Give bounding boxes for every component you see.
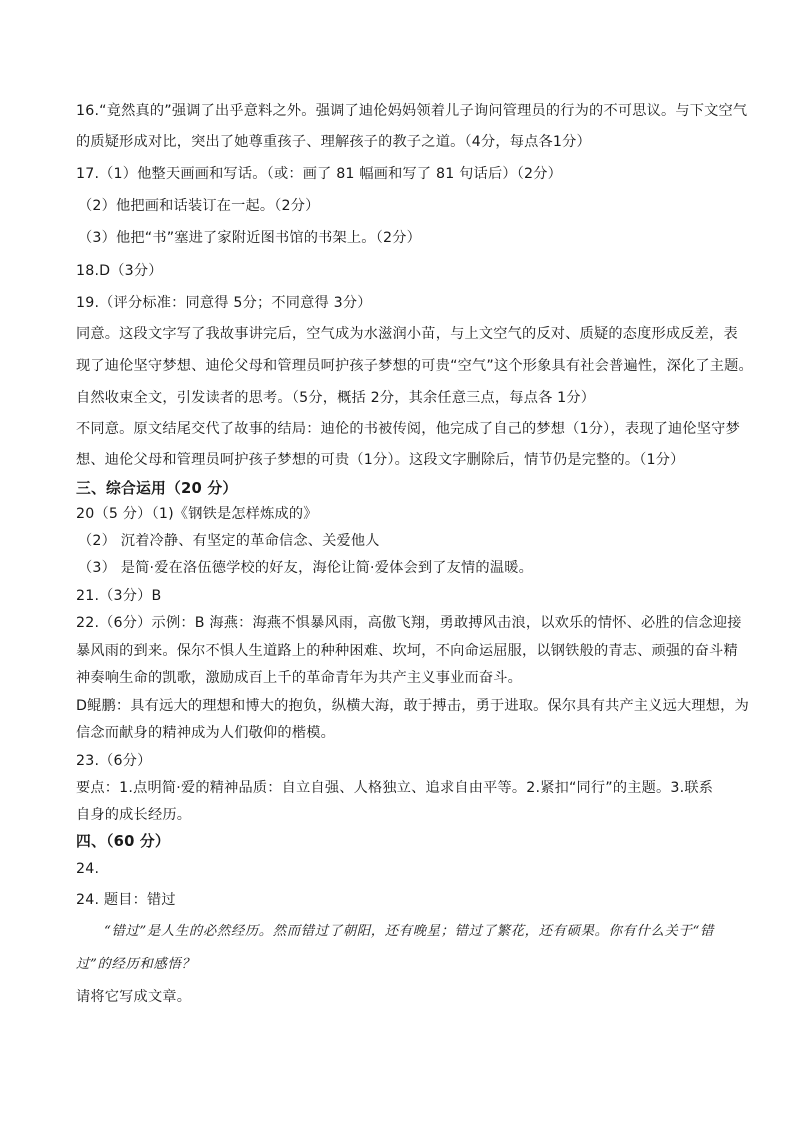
answer-20-2: （2） 沉着冷静、有坚定的革命信念、关爱他人 [78, 533, 380, 549]
question-24-title: 24. 题目：错过 [76, 892, 176, 908]
answer-17-1: 17.（1）他整天画画和写话。（或：画了 81 幅画和写了 81 句话后）（2分） [76, 166, 563, 182]
answer-17-2: （2）他把画和话装订在一起。（2分） [78, 198, 320, 214]
answer-16-line-2: 的质疑形成对比，突出了她尊重孩子、理解孩子的教子之道。（4分，每点各1分） [76, 134, 591, 150]
answer-19-agree-line-1: 同意。这段文字写了我故事讲完后，空气成为水滋润小苗，与上文空气的反对、质疑的态度形成反差，表 [76, 326, 738, 342]
writing-instruction: 请将它写成文章。 [76, 989, 192, 1005]
answer-19-criteria: 19.（评分标准：同意得 5分；不同意得 3分） [76, 295, 372, 311]
section-3-heading: 三、综合运用（20 分） [76, 480, 238, 497]
answer-20-1: 20（5 分）（1)《钢铁是怎样炼成的》 [76, 506, 318, 522]
answer-18: 18.D（3分） [76, 263, 163, 279]
answer-17-3: （3）他把“书”塞进了家附近图书馆的书架上。（2分） [78, 230, 421, 246]
answer-16-line-1: 16.“竟然真的”强调了出乎意料之外。强调了迪伦妈妈领着儿子询问管理员的行为的不可思议。与下文空气 [76, 103, 748, 119]
answer-22-line-3: 神奏响生命的凯歌，激励成百上千的革命青年为共产主义事业而奋斗。 [76, 670, 523, 686]
answer-23-points-line-1: 要点：1.点明简·爱的精神品质：自立自强、人格独立、追求自由平等。2.紧扣“同行”的主题。3.联系 [76, 780, 714, 796]
answer-22-line-5: 信念而献身的精神成为人们敬仰的楷模。 [76, 725, 335, 741]
answer-19-agree-line-2: 现了迪伦坚守梦想、迪伦父母和管理员呵护孩子梦想的可贵“空气”这个形象具有社会普遍性，深化了主题。 [76, 358, 753, 374]
answer-19-disagree-line-1: 不同意。原文结尾交代了故事的结局：迪伦的书被传阅，他完成了自己的梦想（1分），表现了迪伦坚守梦 [76, 421, 740, 437]
answer-20-3: （3） 是简·爱在洛伍德学校的好友，海伦让简·爱体会到了友情的温暖。 [78, 560, 533, 576]
answer-22-line-2: 暴风雨的到来。保尔不惧人生道路上的种种困难、坎坷，不向命运屈服，以钢铁般的青志、顽强的奋斗精 [76, 643, 738, 659]
writing-prompt-line-1: “错过”是人生的必然经历。然而错过了朝阳，还有晚星；错过了繁花，还有硕果。你有什么关于“错 [104, 924, 714, 939]
answer-22-line-1: 22.（6分）示例：B 海燕：海燕不惧暴风雨，高傲飞翔，勇敢搏风击浪，以欢乐的情怀、必胜的信念迎接 [76, 615, 742, 631]
question-24-number: 24. [76, 861, 100, 877]
answer-23: 23.（6分） [76, 753, 152, 769]
answer-23-points-line-2: 自身的成长经历。 [76, 807, 192, 823]
section-4-heading: 四、（60 分） [76, 833, 170, 850]
writing-prompt-line-2: 过”的经历和感悟？ [76, 957, 196, 972]
answer-21: 21.（3分）B [76, 588, 162, 604]
answer-22-line-4: D鲲鹏：具有远大的理想和博大的抱负，纵横大海，敢于搏击，勇于进取。保尔具有共产主义远大理想，为 [76, 698, 749, 714]
answer-19-disagree-line-2: 想、迪伦父母和管理员呵护孩子梦想的可贵（1分）。这段文字删除后，情节仍是完整的。（1分） [76, 452, 685, 468]
answer-19-agree-line-3: 自然收束全文，引发读者的思考。（5分，概括 2分，其余任意三点，每点各 1分） [76, 390, 596, 406]
